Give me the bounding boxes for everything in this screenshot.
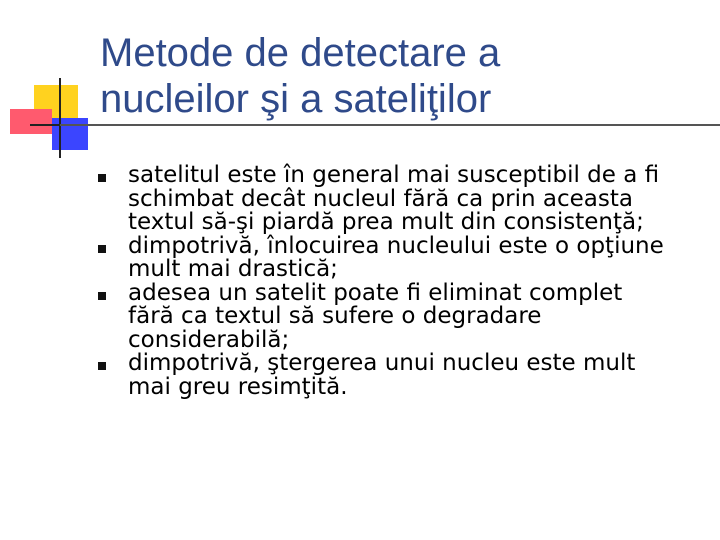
square-bullet-icon [98, 292, 106, 300]
horizontal-rule-decoration [30, 124, 64, 126]
bullet-text-line: satelitul este în general mai susceptibil de a fi [128, 162, 660, 188]
square-bullet-icon [98, 245, 106, 253]
bullet-list [95, 164, 695, 399]
bullet-item [95, 279, 695, 353]
bullet-text-line: schimbat decât nucleul fără ca prin aceasta [128, 185, 633, 212]
bullet-item [95, 352, 695, 399]
blue-square-decoration [52, 118, 88, 150]
slide-title-line: Metode de detectare a [100, 31, 501, 75]
slide-title-line: nucleilor şi a sateliţilor [100, 77, 492, 121]
square-bullet-icon [98, 174, 106, 182]
red-square-decoration [10, 109, 52, 134]
vertical-rule-decoration [59, 78, 61, 158]
bullet-text-line: textul să-şi piardă prea mult din consistenţă; [128, 209, 644, 235]
square-bullet-icon [98, 362, 106, 370]
bullet-text-line: mult mai drastică; [128, 256, 338, 282]
bullet-text-line: mai greu resimţită. [128, 373, 348, 400]
bullet-text-line: fără ca textul să sufere o degradare [128, 303, 542, 329]
bullet-text-line: dimpotrivă, înlocuirea nucleului este o opţiune [128, 232, 664, 259]
bullet-text-line: adesea un satelit poate fi eliminat complet [128, 279, 623, 306]
bullet-text-line: dimpotrivă, ştergerea unui nucleu este mult [128, 350, 636, 376]
bullet-item [95, 164, 695, 235]
bullet-item [95, 232, 695, 282]
bullet-text-line: considerabilă; [128, 326, 290, 353]
slide-title [100, 30, 700, 122]
title-underline [60, 124, 720, 126]
